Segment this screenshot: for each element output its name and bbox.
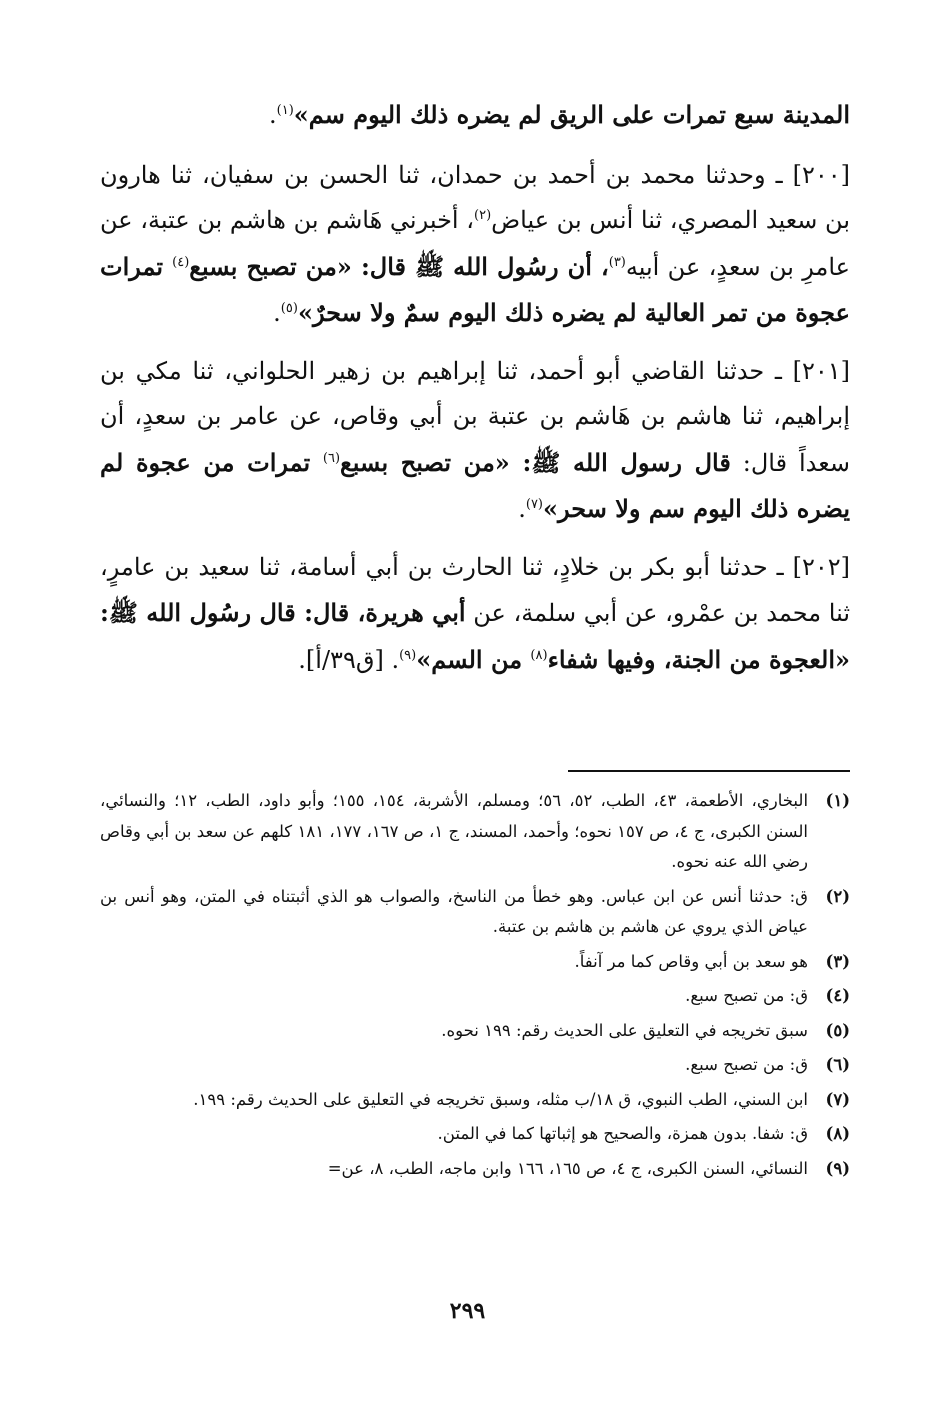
- hadith-text: [٢٠٢] ـ حدثنا أبو بكر بن خلادٍ، ثنا الحارث بن أبي أسامة، ثنا سعيد بن عامرٍ، ثنا محمد بن عمْرو، عن أبي سلمة، عن: [100, 552, 851, 627]
- paragraph-continuation: [100, 92, 850, 139]
- hadith-tail: .: [518, 495, 526, 523]
- footnote-text: ق: من تصبح سبع.: [685, 986, 808, 1005]
- footnote-9: [100, 1154, 850, 1185]
- footnote-7: [100, 1085, 850, 1116]
- footnote-ref[interactable]: (٣): [608, 254, 626, 270]
- footnote-number: (٦): [825, 1055, 850, 1074]
- hadith-text-bold: تمرات عجوة من تمر العالية لم يضره ذلك اليوم سمٌ ولا سحرٌ»: [100, 251, 850, 327]
- footnote-number: (٧): [825, 1089, 850, 1109]
- footnote-number: (٥): [825, 1020, 850, 1040]
- footnote-text: سبق تخريجه في التعليق على الحديث رقم: ١٩٩ نحوه.: [441, 1020, 808, 1040]
- footnote-number: (٩): [825, 1158, 850, 1178]
- footnote-3: [100, 947, 850, 978]
- paragraph-tail: .: [269, 101, 277, 129]
- hadith-text-bold: تمرات من عجوة لم يضره ذلك اليوم سم ولا سحر»: [100, 447, 850, 523]
- main-text: [100, 92, 850, 695]
- footnote-ref[interactable]: (١): [276, 103, 294, 118]
- hadith-202: [100, 545, 850, 684]
- footnote-ref[interactable]: (٩): [399, 647, 417, 663]
- hadith-tail: . [ق٣٩/أ].: [298, 645, 400, 674]
- hadith-text: [٢٠٠] ـ وحدثنا محمد بن أحمد بن حمدان، ثنا الحسن بن سفيان، ثنا هارون بن سعيد المصري، ثنا أنس بن عياض: [100, 160, 850, 234]
- hadith-tail: .: [273, 299, 281, 327]
- hadith-text: [٢٠١] ـ حدثنا القاضي أبو أحمد، ثنا إبراهيم بن زهير الحلواني، ثنا مكي بن إبراهيم، ثنا هاشم بن هَاشم بن عتبة بن أبي وقاص، عن عامر بن سعدٍ، أن سعداً قال:: [100, 356, 850, 477]
- footnote-ref[interactable]: (٢): [474, 208, 492, 223]
- hadith-text-bold: من السم»: [416, 644, 531, 674]
- footnote-5: [100, 1016, 850, 1047]
- hadith-text-bold: قال رسول الله ﷺ: «من تصبح بسبع: [340, 447, 731, 477]
- paragraph-text: المدينة سبع تمرات على الريق لم يضره ذلك اليوم سم»: [293, 100, 850, 129]
- footnote-text: ق: شفا. بدون همزة، والصحيح هو إثباتها كما في المتن.: [437, 1124, 808, 1143]
- footnote-text: ابن السني، الطب النبوي، ق ١٨/ب مثله، وسبق تخريجه في التعليق على الحديث رقم: ١٩٩.: [193, 1089, 808, 1109]
- footnote-number: (٨): [825, 1124, 850, 1143]
- footnote-ref[interactable]: (٤): [172, 254, 190, 270]
- footnote-ref[interactable]: (٨): [530, 647, 548, 663]
- footnote-divider: [568, 770, 850, 772]
- footnote-ref[interactable]: (٦): [322, 450, 341, 466]
- footnotes: [100, 786, 850, 1188]
- page-number: ٢٩٩: [449, 1298, 486, 1324]
- footnote-4: [100, 981, 850, 1012]
- footnote-ref[interactable]: (٥): [280, 301, 298, 316]
- footnote-text: ق: حدثنا أنس عن ابن عباس. وهو خطأ من الناسخ، والصواب هو الذي أثبتناه في المتن، وهو أنس بن عياض الذي يروي عن هاشم بن هاشم بن عتبة.: [100, 886, 808, 936]
- footnote-text: النسائي، السنن الكبرى، ج ٤، ص ١٦٥، ١٦٦ وابن ماجه، الطب، ٨، عن=: [327, 1158, 808, 1178]
- hadith-text-bold: ، أن رسُول الله ﷺ قال: «من تصبح بسبع: [189, 251, 609, 281]
- footnote-2: [100, 882, 850, 943]
- footnote-text: ق: من تصبح سبع.: [685, 1055, 808, 1074]
- hadith-text-bold: أبي هريرة، قال: قال رسُول الله ﷺ: «العجوة من الجنة، وفيها شفاء: [100, 598, 850, 674]
- footnote-number: (٣): [825, 951, 850, 971]
- footnote-text: البخاري، الأطعمة، ٤٣، الطب، ٥٢، ٥٦؛ ومسلم، الأشربة، ١٥٤، ١٥٥؛ وأبو داود، الطب، ١٢؛ والنسائي، السنن الكبرى، ج ٤، ص ١٥٧ نحوه؛ وأحمد، المسند، ج ١، ص ١٦٧، ١٧٧، ١٨١ كلهم عن سعد بن أبي وقاص رضي الله عنه نحوه.: [100, 791, 809, 871]
- hadith-text: ، أخبرني هَاشم بن هاشم بن عتبة، عن عامرِ بن سعدٍ، عن أبيه: [100, 206, 850, 281]
- footnote-1: [100, 786, 850, 878]
- footnote-6: [100, 1050, 850, 1081]
- footnote-number: (٤): [825, 986, 850, 1005]
- hadith-200: [100, 153, 850, 337]
- hadith-201: [100, 349, 850, 533]
- footnote-8: [100, 1119, 850, 1150]
- footnote-number: (٢): [825, 886, 850, 906]
- footnote-text: هو سعد بن أبي وقاص كما مر آنفاً.: [574, 951, 808, 971]
- footnote-number: (١): [825, 791, 850, 810]
- footnote-ref[interactable]: (٧): [525, 497, 543, 512]
